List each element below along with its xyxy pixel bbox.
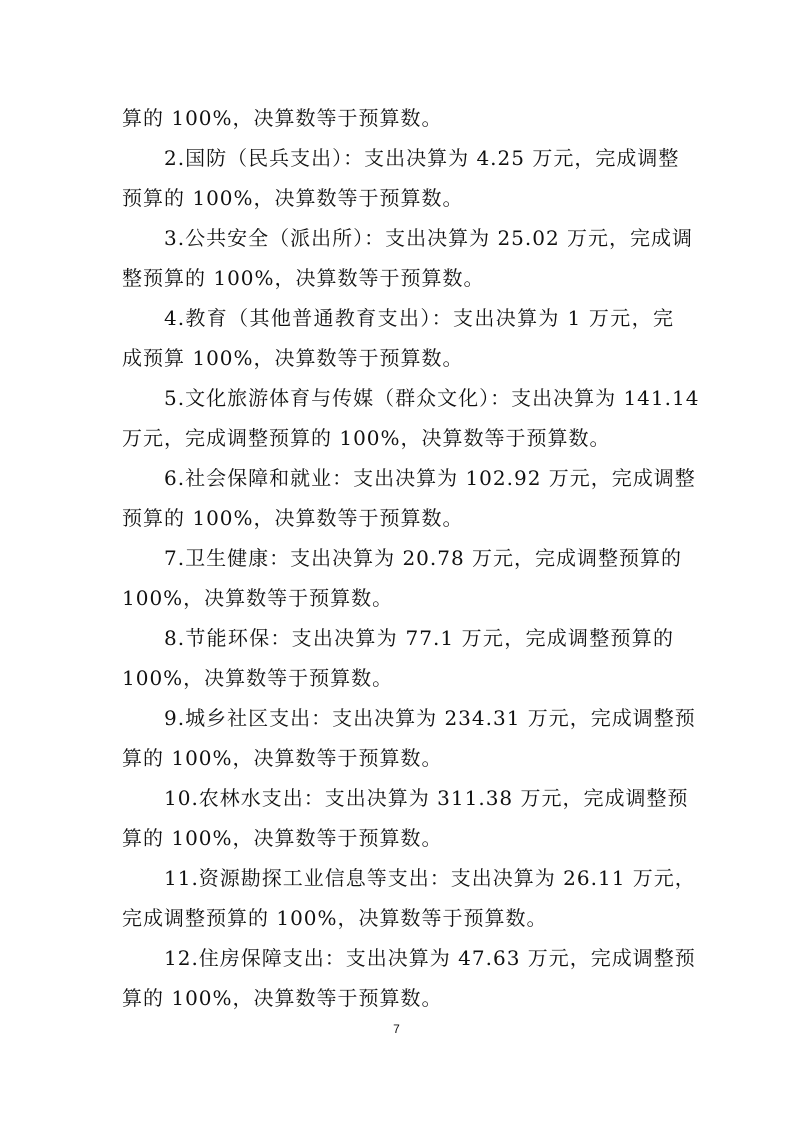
paragraph-line: 万元，完成调整预算的 100%，决算数等于预算数。 <box>122 426 611 450</box>
body-text <box>122 98 700 1018</box>
paragraph-line: 3.公共安全（派出所）：支出决算为 25.02 万元，完成调 <box>164 226 694 250</box>
paragraph-line: 10.农林水支出：支出决算为 311.38 万元，完成调整预 <box>164 786 689 810</box>
paragraph-line: 100%，决算数等于预算数。 <box>122 666 394 690</box>
paragraph-line: 算的 100%，决算数等于预算数。 <box>122 986 443 1010</box>
paragraph-line: 预算的 100%，决算数等于预算数。 <box>122 186 464 210</box>
paragraph-line: 整预算的 100%，决算数等于预算数。 <box>122 266 485 290</box>
paragraph-line: 4.教育（其他普通教育支出）：支出决算为 1 万元，完 <box>164 306 674 330</box>
paragraph-line: 12.住房保障支出：支出决算为 47.63 万元，完成调整预 <box>164 946 696 970</box>
paragraph-line: 11.资源勘探工业信息等支出：支出决算为 26.11 万元， <box>164 866 696 890</box>
paragraph-line: 9.城乡社区支出：支出决算为 234.31 万元，完成调整预 <box>164 706 696 730</box>
paragraph-line: 5.文化旅游体育与传媒（群众文化）：支出决算为 141.14 <box>164 386 700 410</box>
paragraph-line: 7.卫生健康：支出决算为 20.78 万元，完成调整预算的 <box>164 546 683 570</box>
paragraph-line: 成预算 100%，决算数等于预算数。 <box>122 346 464 370</box>
paragraph-line: 8.节能环保：支出决算为 77.1 万元，完成调整预算的 <box>164 626 674 650</box>
paragraph-line: 算的 100%，决算数等于预算数。 <box>122 106 443 130</box>
paragraph-line: 算的 100%，决算数等于预算数。 <box>122 746 443 770</box>
page-number: 7 <box>393 1022 400 1036</box>
paragraph-line: 算的 100%，决算数等于预算数。 <box>122 826 443 850</box>
paragraph-line: 2.国防（民兵支出）：支出决算为 4.25 万元，完成调整 <box>164 146 680 170</box>
paragraph-line: 完成调整预算的 100%，决算数等于预算数。 <box>122 906 548 930</box>
paragraph-line: 100%，决算数等于预算数。 <box>122 586 394 610</box>
paragraph-line: 预算的 100%，决算数等于预算数。 <box>122 506 464 530</box>
paragraph-line: 6.社会保障和就业：支出决算为 102.92 万元，完成调整 <box>164 466 696 490</box>
